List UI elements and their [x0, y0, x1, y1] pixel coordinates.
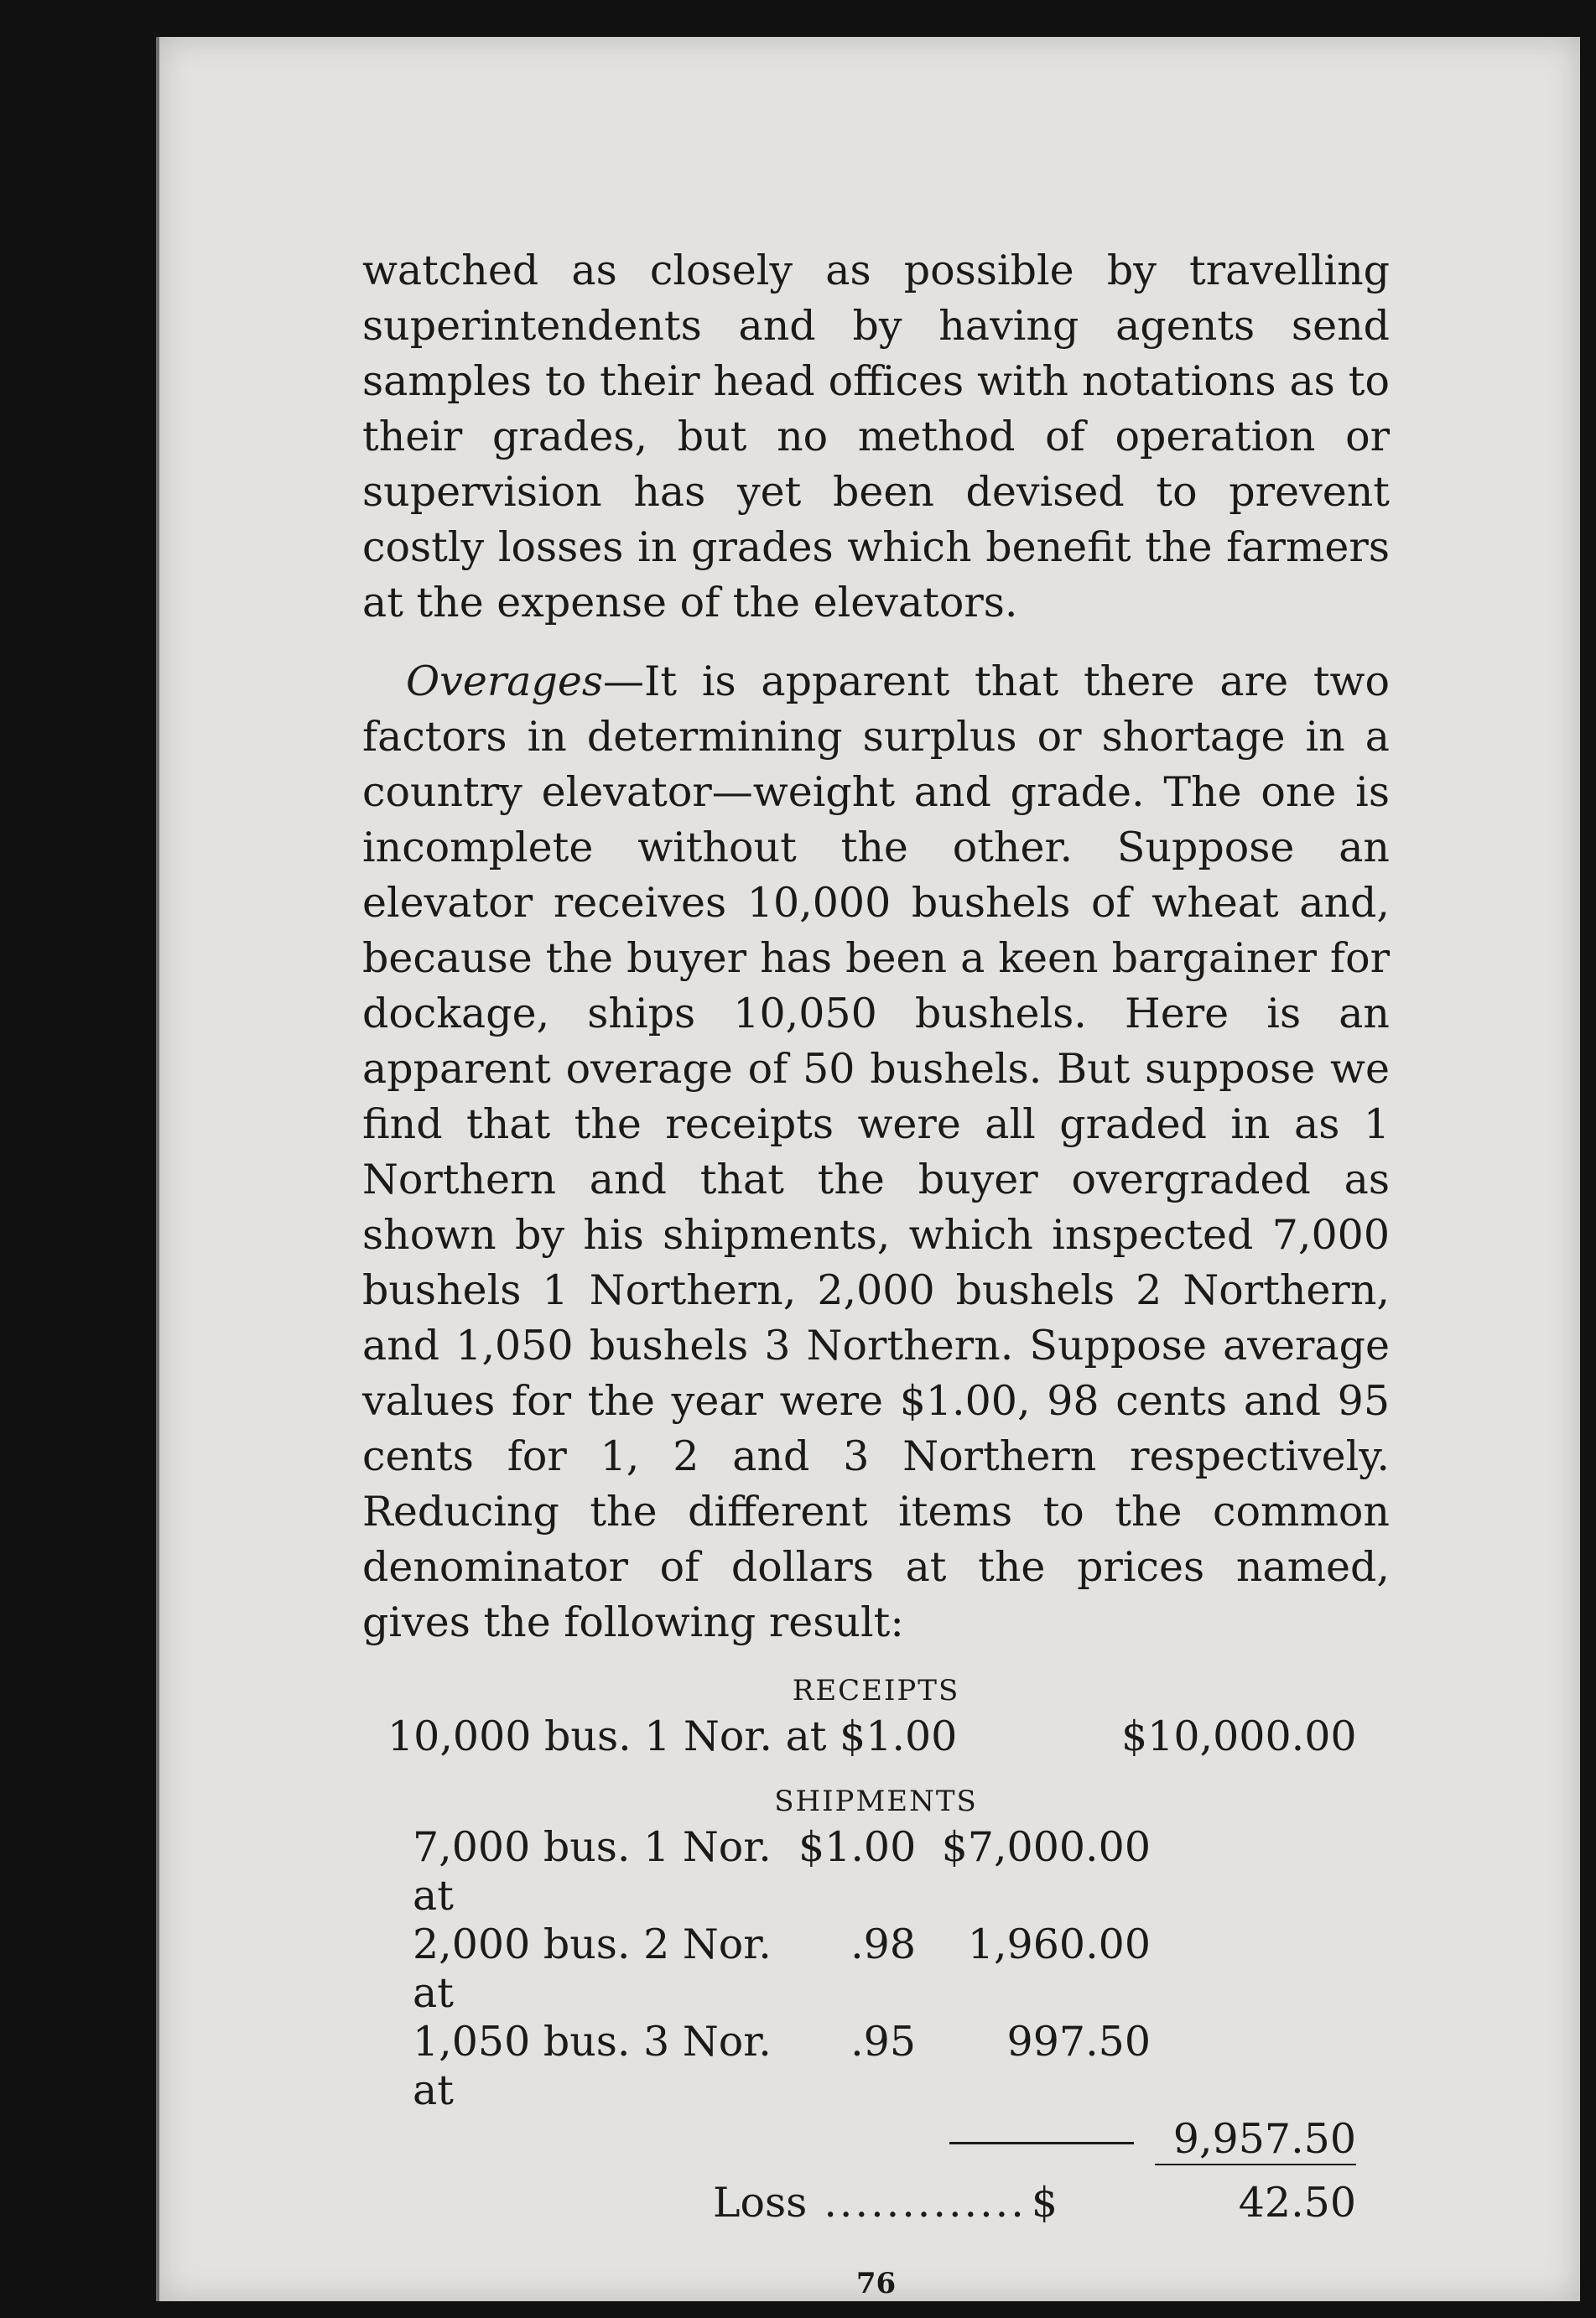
- shipments-total-row: [362, 2115, 1390, 2174]
- shipment-amount: 997.50: [1006, 2018, 1151, 2066]
- shipment-price: .95: [850, 2018, 916, 2066]
- shipments-total: 9,957.50: [1155, 2115, 1356, 2165]
- shipment-amount: 1,960.00: [967, 1920, 1151, 1968]
- page-text: [362, 243, 1390, 2311]
- loss-currency: $: [1031, 2179, 1058, 2227]
- loss-leader-dots: .............: [824, 2179, 1027, 2227]
- paragraph-2-lead: Overages: [406, 657, 603, 705]
- page-number: 76: [855, 2267, 897, 2300]
- receipts-amount: $10,000.00: [1121, 1713, 1357, 1760]
- shipment-desc: 1,050 bus. 3 Nor. at: [413, 2018, 772, 2114]
- shipment-desc: 2,000 bus. 2 Nor. at: [413, 1920, 772, 2017]
- receipts-desc: 10,000 bus. 1 Nor. at $1.00: [387, 1713, 958, 1760]
- shipments-heading: SHIPMENTS: [774, 1785, 978, 1818]
- paragraph-1: watched as closely as possible by travelling superintendents and by having agents send samples to their head offices with notations as to their grades, but no method of operation or supervision has yet been devised to prevent costly losses in grades which benefit the farmers at the expense of the elevators.: [362, 247, 1390, 626]
- receipts-row: [362, 1713, 1390, 1761]
- shipment-price: $1.00: [798, 1823, 917, 1871]
- shipment-amount: $7,000.00: [941, 1823, 1151, 1871]
- sum-rule: [949, 2142, 1134, 2144]
- shipment-row: [362, 1920, 1390, 2018]
- paragraph-2: [362, 654, 1390, 1650]
- paragraph-2-body: —It is apparent that there are two factors in determining surplus or shortage in a country elevator—weight and grade. The one is incomplete without the other. Suppose an elevator receives 10,000 bushels of wheat and, because the buyer has been a keen bargainer for dockage, ships 10,050 bushels. Here is an apparent overage of 50 bushels. But suppose we find that the receipts were all graded in as 1 Northern and that the buyer overgraded as shown by his shipments, which inspected 7,000 bushels 1 Northern, 2,000 bushels 2 Northern, and 1,050 bushels 3 Northern. Suppose average values for the year were $1.00, 98 cents and 95 cents for 1, 2 and 3 Northern respectively. Reducing the different items to the common denominator of dollars at the prices named, gives the following result:: [362, 657, 1390, 1646]
- receipts-heading: RECEIPTS: [792, 1674, 960, 1707]
- shipment-row: [362, 2018, 1390, 2115]
- loss-label: Loss: [713, 2179, 808, 2227]
- shipment-desc: 7,000 bus. 1 Nor. at: [413, 1823, 772, 1920]
- loss-amount: 42.50: [1238, 2179, 1356, 2227]
- loss-row: [362, 2179, 1390, 2227]
- shipment-price: .98: [850, 1920, 916, 1968]
- shipment-row: [362, 1823, 1390, 1920]
